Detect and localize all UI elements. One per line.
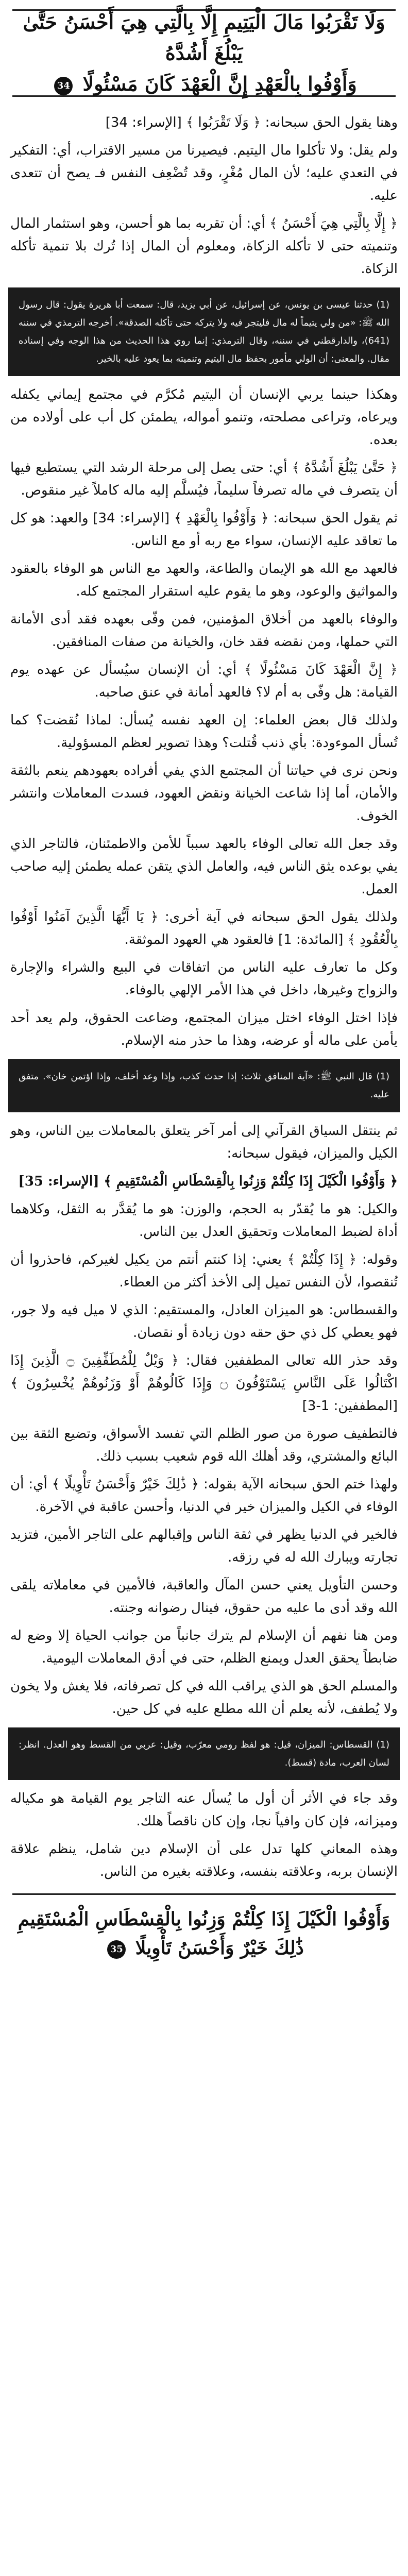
section-f-paragraph-3: ومن هنا نفهم أن الإسلام لم يترك جانباً من جوانب الحياة إلا وضع له ضابطاً يحقق العدل ويمنع الظلم، حتى في أدق المعاملات اليومية. <box>10 1628 398 1666</box>
section-a-paragraph-3: ثم يقول الحق سبحانه: ﴿ وَأَوْفُوا بِالْعَهْدِ ﴾ [الإسراء: 34] والعهد: هو كل ما تعاقد عليه الإنسان، سواء مع ربه أو مع الناس. <box>10 511 398 549</box>
intro-paragraph-2: ولم يقل: ولا تأكلوا مال اليتيم. فيصيرنا من مسير الاقتراب، أي: التفكير في التعدي عليه؛ لأن المال مُغْرٍ، وقد تُضْعِف النفس فـ يصح أن تتعدى عليه. <box>10 143 398 204</box>
section-a-paragraph-2: ﴿ حَتَّىٰ يَبْلُغَ أَشُدَّهُ ﴾ أي: حتى يصل إلى مرحلة الرشد التي يستطيع فيها أن يتصرف في ماله تصرفاً سليماً، فيُسلَّم إليه ماله كاملاً غير منقوص. <box>10 460 398 499</box>
footer-verse-line-2-text: ذَٰلِكَ خَيْرٌ وَأَحْسَنُ تَأْوِيلًا <box>135 1937 304 1959</box>
footer-verse-line-1: وَأَوْفُوا الْكَيْلَ إِذَا كِلْتُمْ وَزِنُوا بِالْقِسْطَاسِ الْمُسْتَقِيمِ <box>18 1908 390 1930</box>
verse-header <box>12 9 396 97</box>
section-e-paragraph-2: وقد حذر الله تعالى المطففين فقال: ﴿ وَيْلٌ لِلْمُطَفِّفِينَ ۝ الَّذِينَ إِذَا اكْتَالُوا عَلَى النَّاسِ يَسْتَوْفُونَ ۝ وَإِذَا كَالُوهُمْ أَوْ وَزَنُوهُمْ يُخْسِرُونَ ﴾ [المطففين: 1-3] <box>10 1352 398 1414</box>
verse-line-2-text: وَأَوْفُوا بِالْعَهْدِ إِنَّ الْعَهْدَ كَانَ مَسْئُولًا <box>82 72 357 95</box>
footer-verse-text <box>18 1905 390 1962</box>
intro-paragraph-3: ﴿ إِلَّا بِالَّتِي هِيَ أَحْسَنُ ﴾ أي: أن تقربه بما هو أحسن، وهو استثمار المال وتنميته حتى لا تأكله الزكاة، ومعلوم أن المال إذا تُرك بلا تنمية تأكله الزكاة. <box>10 216 398 277</box>
section-g <box>0 1787 408 1883</box>
verse-line-2 <box>21 69 387 99</box>
section-c-paragraph-2: ولذلك يقول الحق سبحانه في آية أخرى: ﴿ يَا أَيُّهَا الَّذِينَ آمَنُوا أَوْفُوا بِالْعُقُودِ ﴾ [المائدة: 1] فالعقود هي العهود الموثقة. <box>10 909 398 948</box>
footnote-text-2: (1) قال النبي ﷺ: «آية المنافق ثلاث: إذا حدث كذب، وإذا وعد أخلف، وإذا اؤتمن خان». متفق عليه. <box>19 1071 389 1100</box>
footer-ayah-number-badge: 35 <box>107 1940 126 1959</box>
section-c-paragraph-1: وقد جعل الله تعالى الوفاء بالعهد سبباً للأمن والاطمئنان، فالتاجر الذي يفي بوعده يثق الناس فيه، والعامل الذي يتقن عمله يطمئن إليه صاحب العمل. <box>10 836 398 897</box>
verse-line-1: وَلَا تَقْرَبُوا مَالَ الْيَتِيمِ إِلَّا بِالَّتِي هِيَ أَحْسَنُ حَتَّىٰ يَبْلُغَ أَشُدَّهُ <box>23 10 385 64</box>
section-d <box>0 1120 408 1294</box>
footnote-text-3: (1) القسطاس: الميزان، قيل: هو لفظ رومي معرّب، وقيل: عربي من القسط وهو العدل. انظر: لسان العرب، مادة (قسط). <box>19 1739 389 1768</box>
section-g-paragraph-1: وقد جاء في الأثر أن أول ما يُسأل عنه التاجر يوم القيامة هو مكياله وميزانه، فإن كان وافياً نجا، وإن كان ناقصاً هلك. <box>10 1790 398 1829</box>
section-d-paragraph-4: وقوله: ﴿ إِذَا كِلْتُمْ ﴾ يعني: إذا كنتم أنتم من يكيل لغيركم، فاحذروا أن تُنقصوا، لأن النفس تميل إلى الأخذ أكثر من العطاء. <box>10 1251 398 1290</box>
section-a-paragraph-4: فالعهد مع الله هو الإيمان والطاعة، والعهد مع الناس هو الوفاء بالعقود والمواثيق والوعود، وهو ما يقوم عليه استقرار المجتمع كله. <box>10 561 398 600</box>
section-f-paragraph-4: والمسلم الحق هو الذي يراقب الله في كل تصرفاته، فلا يغش ولا يخون ولا يُطفف، لأنه يعلم أن الله مطلع عليه في كل حين. <box>10 1678 398 1717</box>
ayah-number-badge: 34 <box>54 77 73 95</box>
footnote-box-3 <box>8 1727 400 1780</box>
section-b-paragraph-4: ونحن نرى في حياتنا أن المجتمع الذي يفي أفراده بعهودهم ينعم بالثقة والأمان، أما إذا شاعت الخيانة ونقض العهود، فسدت المعاملات وانتشر الخوف. <box>10 763 398 824</box>
section-c-paragraph-3: وكل ما تعارف عليه الناس من اتفاقات في البيع والشراء والإجارة والزواج وغيرها، داخل في هذا الأمر الإلهي بالوفاء. <box>10 960 398 998</box>
section-f-paragraph-1: فالخير في الدنيا يظهر في ثقة الناس وإقبالهم على التاجر الأمين، فتزيد تجارته ويبارك الله له في رزقه. <box>10 1527 398 1565</box>
section-a <box>0 383 408 603</box>
intro-text <box>0 111 408 280</box>
section-e-paragraph-3: فالتطفيف صورة من صور الظلم التي تفسد الأسواق، وتضيع الثقة بين البائع والمشتري، وقد أهلك الله قوم شعيب بسبب ذلك. <box>10 1426 398 1464</box>
section-d-paragraph-1: ثم ينتقل السياق القرآني إلى أمر آخر يتعلق بالمعاملات بين الناس، وهو الكيل والميزان، فيقول سبحانه: <box>10 1123 398 1161</box>
footer-verse-line-2 <box>18 1934 390 1962</box>
footnote-box-2 <box>8 1059 400 1112</box>
footnote-box-1 <box>8 287 400 376</box>
section-e-paragraph-1: والقسطاس: هو الميزان العادل، والمستقيم: الذي لا ميل فيه ولا جور، فهو يعطي كل ذي حق حقه دون زيادة أو نقصان. <box>10 1302 398 1341</box>
footnote-text-1: (1) حدثنا عيسى بن يونس، عن إسرائيل، عن أبي يزيد، قال: سمعت أبا هريرة يقول: قال رسول الله ﷺ: «من ولي يتيماً له مال فليتجر فيه ولا يتركه حتى تأكله الصدقة». أخرجه الترمذي في سننه (641)، والدارقطني في سننه، وقال الترمذي: إنما روي هذا الحديث من هذا الوجه وفي إسناده مقال. والمعنى: أن الولي مأمور بحفظ مال اليتيم وتنميته بما يعود عليه بالخير. <box>19 299 389 365</box>
section-g-paragraph-2: وهذه المعاني كلها تدل على أن الإسلام دين شامل، ينظم علاقة الإنسان بربه، وعلاقته بنفسه، وعلاقته بغيره من الناس. <box>10 1841 398 1879</box>
section-a-paragraph-1: وهكذا حينما يربي الإنسان أن اليتيم مُكرَّم في مجتمع إيماني يكفله ويرعاه، وتراعى مصلحته، وتنمو أمواله، يطمئن كل أب على أولاده من بعده. <box>10 387 398 448</box>
verse-footer <box>12 1893 396 1972</box>
section-e-paragraph-4: ولهذا ختم الحق سبحانه الآية بقوله: ﴿ ذَٰلِكَ خَيْرٌ وَأَحْسَنُ تَأْوِيلًا ﴾ أي: أن الوفاء في الكيل والميزان خير في الدنيا، وأحسن عاقبة في الآخرة. <box>10 1476 398 1515</box>
section-c <box>0 833 408 1052</box>
section-b-paragraph-3: ولذلك قال بعض العلماء: إن العهد نفسه يُسأل: لماذا نُقضت؟ كما تُسأل الموءودة: بأي ذنب قُتلت؟ وهذا تصوير لعظم المسؤولية. <box>10 713 398 751</box>
section-b-paragraph-1: والوفاء بالعهد من أخلاق المؤمنين، فمن وفّى بعهده فقد أدى الأمانة التي حملها، ومن نقضه فقد خان، والخيانة من صفات المنافقين. <box>10 612 398 650</box>
section-f-paragraph-2: وحسن التأويل يعني حسن المآل والعاقبة، فالأمين في معاملاته يلقى الله وقد أدى ما عليه من حقوق، فينال رضوانه وجنته. <box>10 1577 398 1616</box>
section-b-paragraph-2: ﴿ إِنَّ الْعَهْدَ كَانَ مَسْئُولًا ﴾ أي: أن الإنسان سيُسأل عن عهده يوم القيامة: هل وفّى به أم لا؟ فالعهد أمانة في عنق صاحبه. <box>10 662 398 701</box>
section-b <box>0 608 408 827</box>
intro-paragraph-1: وهنا يقول الحق سبحانه: ﴿ وَلَا تَقْرَبُوا ﴾ [الإسراء: 34] <box>105 115 398 130</box>
section-d-verse-quote: ﴿ وَأَوْفُوا الْكَيْلَ إِذَا كِلْتُمْ وَزِنُوا بِالْقِسْطَاسِ الْمُسْتَقِيمِ ﴾ [الإسراء: 35] <box>18 1173 398 1189</box>
section-d-paragraph-3: والكيل: هو ما يُقدّر به الحجم، والوزن: هو ما يُقدَّر به الثقل، وكلاهما أداة لضبط المعاملات وتحقيق العدل بين الناس. <box>10 1201 398 1240</box>
section-e <box>0 1299 408 1518</box>
section-c-paragraph-4: فإذا اختل الوفاء اختل ميزان المجتمع، وضاعت الحقوق، ولم يعد أحد يأمن على ماله أو عرضه، وهذا ما حذر منه الإسلام. <box>10 1010 398 1049</box>
verse-text <box>21 7 387 99</box>
section-f <box>0 1523 408 1720</box>
